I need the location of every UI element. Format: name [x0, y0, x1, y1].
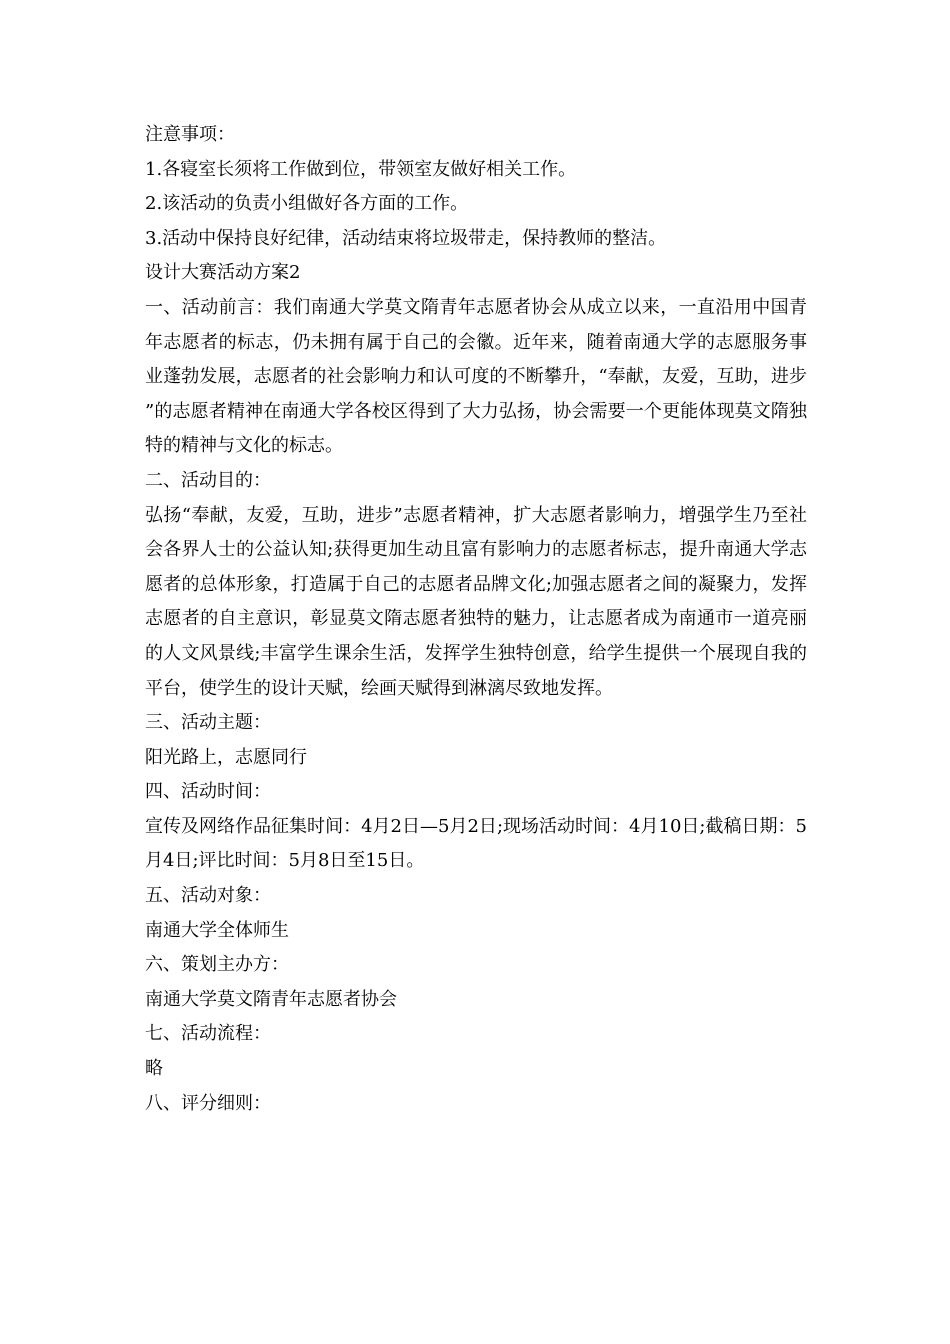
document-body [145, 118, 807, 1121]
plan-title: 设计大赛活动方案2 [145, 262, 301, 284]
theme-heading: 三、活动主题： [145, 712, 271, 734]
organizer-text: 南通大学莫文隋青年志愿者协会 [145, 988, 397, 1010]
theme-text: 阳光路上，志愿同行 [145, 746, 307, 768]
note-item-2: 2.该活动的负责小组做好各方面的工作。 [145, 193, 469, 215]
target-heading: 五、活动对象： [145, 885, 271, 907]
time-paragraph: 宣传及网络作品征集时间：4月2日—5月2日;现场活动时间：4月10日;截稿日期：5月4日;评比时间：5月8日至15日。 [145, 815, 807, 872]
time-heading: 四、活动时间： [145, 781, 271, 803]
scoring-heading: 八、评分细则： [145, 1092, 271, 1114]
note-item-3: 3.活动中保持良好纪律，活动结束将垃圾带走，保持教师的整洁。 [145, 227, 667, 249]
notes-heading: 注意事项： [145, 124, 235, 145]
target-text: 南通大学全体师生 [145, 919, 289, 941]
process-text: 略 [145, 1058, 163, 1080]
organizer-heading: 六、策划主办方： [145, 954, 289, 976]
intro-paragraph: 一、活动前言：我们南通大学莫文隋青年志愿者协会从成立以来，一直沿用中国青年志愿者的标志，仍未拥有属于自己的会徽。近年来，随着南通大学的志愿服务事业蓬勃发展，志愿者的社会影响力和认可度的不断攀升，“奉献，友爱，互助，进步”的志愿者精神在南通大学各校区得到了大力弘扬，协会需要一个更能体现莫文隋独特的精神与文化的标志。 [145, 296, 807, 457]
note-item-1: 1.各寝室长须将工作做到位，带领室友做好相关工作。 [145, 158, 577, 180]
purpose-paragraph: 弘扬“奉献，友爱，互助，进步”志愿者精神，扩大志愿者影响力，增强学生乃至社会各界人士的公益认知;获得更加生动且富有影响力的志愿者标志，提升南通大学志愿者的总体形象，打造属于自己的志愿者品牌文化;加强志愿者之间的凝聚力，发挥志愿者的自主意识，彰显莫文隋志愿者独特的魅力，让志愿者成为南通市一道亮丽的人文风景线;丰富学生课余生活，发挥学生独特创意，给学生提供一个展现自我的平台，使学生的设计天赋，绘画天赋得到淋漓尽致地发挥。 [145, 504, 807, 699]
purpose-heading: 二、活动目的： [145, 469, 271, 491]
process-heading: 七、活动流程： [145, 1023, 271, 1045]
